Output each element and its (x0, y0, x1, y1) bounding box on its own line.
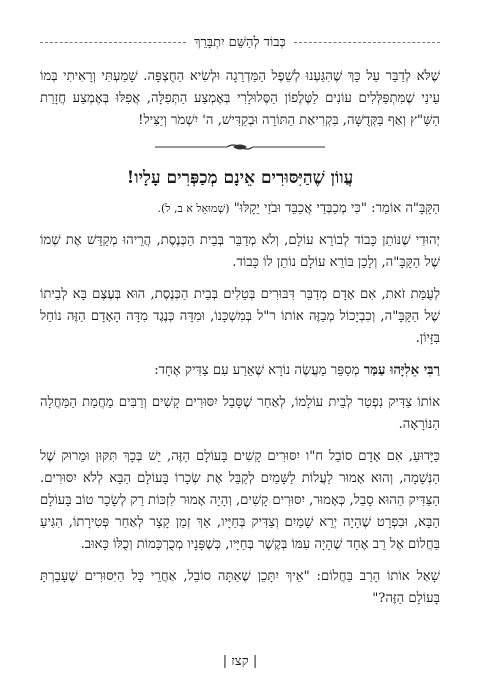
divider-ornament (40, 142, 440, 152)
verse-source: (שְׁמוּאֵל א ב, ל). (157, 202, 230, 215)
running-header (40, 34, 440, 50)
page-number-value: קצז (231, 654, 249, 669)
paragraph: יְהוּדִי שֶׁנּוֹתֵן כָּבוֹד לְבוֹרֵא עוֹלָם, וְלֹא מְדַבֵּר בְּבֵית הַכְּנֶסֶת, הֲרֵיהוּ מְקַדֵּשׁ אֶת שְׁמוֹ שֶׁל הַקָּבָּ"ה, וְלָכֵן בּוֹרֵא עוֹלָם נוֹתֵן לוֹ כָּבוֹד. (40, 233, 440, 270)
section-title: עֲווֹן שֶׁהַיִּסּוּרִים אֵינָם מְכַפְּרִים עָלָיו! (126, 168, 354, 188)
paragraph: לְעֻמַּת זֹאת, אִם אָדָם מְדַבֵּר דִּבּוּרִים בְּטֵלִים בְּבֵית הַכְּנֶסֶת, הוּא בְּעֶצֶם בָּא לְבֵיתוֹ שֶׁל הַקָּבָּ"ה, וְכִבְיָכוֹל מְבַזֶּה אוֹתוֹ ר"ל בְּמִשְׁכָּנוֹ, וּמִדָּה כְּנֶגֶד מִדָּה הָאָדָם הַזֶּה נוֹחֵל בִּזָּיוֹן. (40, 287, 440, 346)
header-title: כְּבוֹד לְהַשֵּׁם יִתְבָּרֵךְ (194, 35, 286, 50)
flourish-icon (155, 142, 325, 152)
paragraph-top: שֶׁלֹּא לְדַבֵּר עַל כָּךְ שֶׁהִגַּעְנוּ לְשֵׁפֶל הַמַּדְרֵגָה וּלְשִׂיא הַחֻצְפָּה. שָׁמַעְתִּי וְרָאִיתִי בְּמוֹ עֵינַי שֶׁמִּתְפַּלְּלִים עוֹנִים לַטֶּלֶפוֹן הַסֶּלוּלָרִי בְּאֶמְצַע הַתְּפִלָּה, אֲפִלּוּ בְּאֶמְצַע חֲזָרַת הַשַּׁ"ץ וְאַף בַּקְּדֻשָּׁה, בִּקְרִיאַת הַתּוֹרָה וּבְקַדִּישׁ, ה' יִשְׁמֹר וְיַצִּיל! (40, 69, 440, 128)
header-rule-left (40, 42, 186, 43)
paragraph: שָׁאַל אוֹתוֹ הָרַב בַּחֲלוֹם: "אֵיךְ יִתָּכֵן שֶׁאַתָּה סוֹבֵל, אַחֲרֵי כָּל הַיִּסּוּרִים שֶׁעָבַרְתָּ בָּעוֹלָם הַזֶּה?" (40, 569, 440, 606)
story-intro-text: מְסַפֵּר מַעֲשֶׂה נוֹרָא שֶׁאֵרַע עִם צַדִּיק אֶחָד: (154, 363, 360, 378)
verse-quote (40, 198, 440, 220)
verse-text: הַקָּבָּ"ה אוֹמֵר: "כִּי מְכַבְּדַי אֲכַבֵּד וּבֹזַי יֵקָלּוּ" (233, 201, 440, 216)
paragraph: אוֹתוֹ צַדִּיק נִפְטַר לְבֵית עוֹלָמוֹ, לְאַחַר שֶׁסָּבַל יִסּוּרִים קָשִׁים וְרַבִּים מֵחֲמַת הַמַּחֲלָה הַנּוֹרָאָה. (40, 395, 440, 432)
page-number (0, 653, 480, 669)
paragraph: כַּיָּדוּעַ, אִם אָדָם סוֹבֵל ח"ו יִסּוּרִים קָשִׁים בָּעוֹלָם הַזֶּה, יֵשׁ בְּכָךְ תִּקּוּן וּמֵרוּק שֶׁל הַנְּשָׁמָה, וְהוּא אָמוּר לַעֲלוֹת לַשָּׁמַיִם לְקַבֵּל אֶת שְׂכָרוֹ בָּעוֹלָם הַבָּא לְלֹא יִסּוּרִים. הַצַּדִּיק הַהוּא סָבַל, כְּאָמוּר, יִסּוּרִים קָשִׁים, וְהָיָה אָמוּר לִזְכּוֹת רַק לְשָׂכָר טוֹב בָּעוֹלָם הַבָּא, וּבִפְרָט שֶׁהָיָה יְרֵא שָׁמַיִם וְצַדִּיק בְּחַיָּיו, אַךְ זְמַן קָצָר לְאַחַר פְּטִירָתוֹ, הִגִּיעַ בַּחֲלוֹם אֶל רַב אֶחָד שֶׁהָיָה עִמּוֹ בְּקֶשֶׁר בְּחַיָּיו, כְּשֶׁפָּנָיו מְכֻרְכָּמוֹת וְכֻלּוֹ כָּאוּב. (40, 449, 440, 552)
story-intro (40, 360, 440, 382)
page-number-bracket-right: | (222, 654, 228, 669)
page-number-bracket-left: | (252, 654, 258, 669)
page-content (40, 66, 440, 620)
rabbi-name: רַבִּי אֵלִיָּהוּ עַמַּר (363, 363, 440, 378)
header-rule-right (294, 42, 440, 43)
